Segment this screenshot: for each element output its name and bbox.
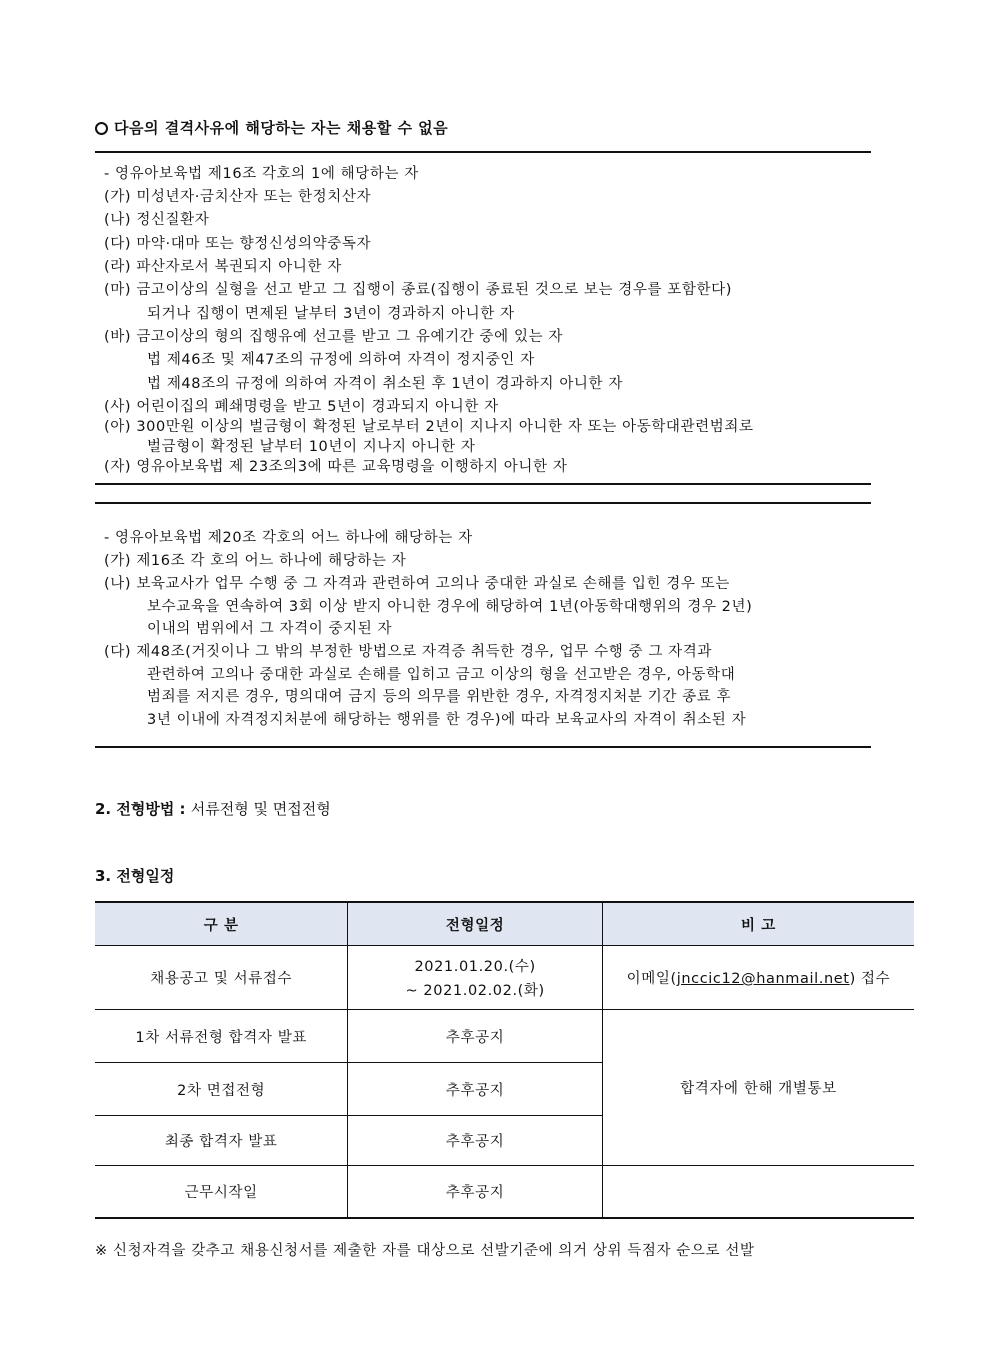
block2-line: 이내의 범위에서 그 자격이 중지된 자 [147,621,393,637]
email-link[interactable]: jnccic12@hanmail.net [676,971,850,987]
row-name: 근무시작일 [95,1166,348,1218]
section-separator: : [174,800,191,818]
disqualification-heading: 다음의 결격사유에 해당하는 자는 채용할 수 없음 [95,117,448,138]
row-note-empty [602,1166,914,1218]
block1-line: 벌금형이 확정된 날부터 10년이 지나지 아니한 자 [147,439,476,455]
block1-line: 되거나 집행이 면제된 날부터 3년이 경과하지 아니한 자 [147,306,515,322]
row-name: 1차 서류전형 합격자 발표 [95,1010,348,1063]
divider [95,746,871,748]
block2-line: - 영유아보육법 제20조 각호의 어느 하나에 해당하는 자 [104,530,473,546]
divider [95,502,871,504]
block2-line: (다) 제48조(거짓이나 그 밖의 부정한 방법으로 자격증 취득한 경우, 업무 수행 중 그 자격과 [104,644,712,660]
block1-line: 법 제46조 및 제47조의 규정에 의하여 자격이 정지중인 자 [147,352,535,368]
block1-line: (가) 미성년자·금치산자 또는 한정치산자 [104,189,372,205]
row-name: 2차 면접전형 [95,1063,348,1116]
row-name: 최종 합격자 발표 [95,1116,348,1166]
table-row [95,1166,914,1218]
circle-bullet-icon [95,122,108,135]
block1-line: (다) 마약·대마 또는 향정신성의약중독자 [104,236,372,252]
date-start: 2021.01.20.(수) [414,959,536,975]
block2-line: 범죄를 저지른 경우, 명의대여 금지 등의 의무를 위반한 경우, 자격정지처분 기간 종료 후 [147,689,732,705]
block1-line: 법 제48조의 규정에 의하여 자격이 취소된 후 1년이 경과하지 아니한 자 [147,376,623,392]
block2-line: (가) 제16조 각 호의 어느 하나에 해당하는 자 [104,553,407,569]
section-schedule [95,865,174,886]
row-date: 추후공지 [348,1166,603,1218]
header-category: 구 분 [95,902,348,946]
block1-line: (나) 정신질환자 [104,212,210,228]
note-prefix: 이메일( [626,971,677,987]
block1-line: (바) 금고이상의 형의 집행유예 선고를 받고 그 유예기간 중에 있는 자 [104,329,563,345]
block2-line: 보수교육을 연속하여 3회 이상 받지 아니한 경우에 해당하여 1년(아동학대행위의 경우 2년) [147,599,753,615]
section-value: 서류전형 및 면접전형 [190,800,331,818]
block1-line: (아) 300만원 이상의 벌금형이 확정된 날로부터 2년이 지나지 아니한 자 또는 아동학대관련범죄로 [104,419,754,435]
section-selection-method [95,798,331,819]
row-date: 추후공지 [348,1010,603,1063]
schedule-table [95,901,914,1219]
block2-line: 관련하여 고의나 중대한 과실로 손해를 입히고 금고 이상의 형을 선고받은 경우, 아동학대 [147,667,736,683]
table-header-row [95,902,914,946]
header-schedule: 전형일정 [348,902,603,946]
row-note [602,946,914,1010]
block1-line: (자) 영유아보육법 제 23조의3에 따른 교육명령을 이행하지 아니한 자 [104,459,568,475]
note-suffix: ) 접수 [849,971,891,987]
block1-line: (라) 파산자로서 복권되지 아니한 자 [104,259,342,275]
row-date [348,946,603,1010]
block1-line: - 영유아보육법 제16조 각호의 1에 해당하는 자 [104,166,419,182]
row-date: 추후공지 [348,1116,603,1166]
footnote: ※ 신청자격을 갖추고 채용신청서를 제출한 자를 대상으로 선발기준에 의거 상위 득점자 순으로 선발 [95,1243,755,1259]
divider [95,151,871,153]
table-row [95,946,914,1010]
block1-line: (마) 금고이상의 실형을 선고 받고 그 집행이 종료(집행이 종료된 것으로 보는 경우를 포함한다) [104,282,732,298]
section-title: 2. 전형방법 [95,800,175,818]
row-date: 추후공지 [348,1063,603,1116]
block1-line: (사) 어린이집의 폐쇄명령을 받고 5년이 경과되지 아니한 자 [104,399,499,415]
divider [95,483,871,485]
table-row [95,1010,914,1063]
date-end: ~ 2021.02.02.(화) [405,983,545,999]
header-remarks: 비 고 [602,902,914,946]
merged-note: 합격자에 한해 개별통보 [602,1010,914,1166]
section-title: 3. 전형일정 [95,867,175,885]
block2-line: 3년 이내에 자격정지처분에 해당하는 행위를 한 경우)에 따라 보육교사의 자격이 취소된 자 [147,712,747,728]
block2-line: (나) 보육교사가 업무 수행 중 그 자격과 관련하여 고의나 중대한 과실로 손해를 입힌 경우 또는 [104,576,730,592]
row-name: 채용공고 및 서류접수 [95,946,348,1010]
